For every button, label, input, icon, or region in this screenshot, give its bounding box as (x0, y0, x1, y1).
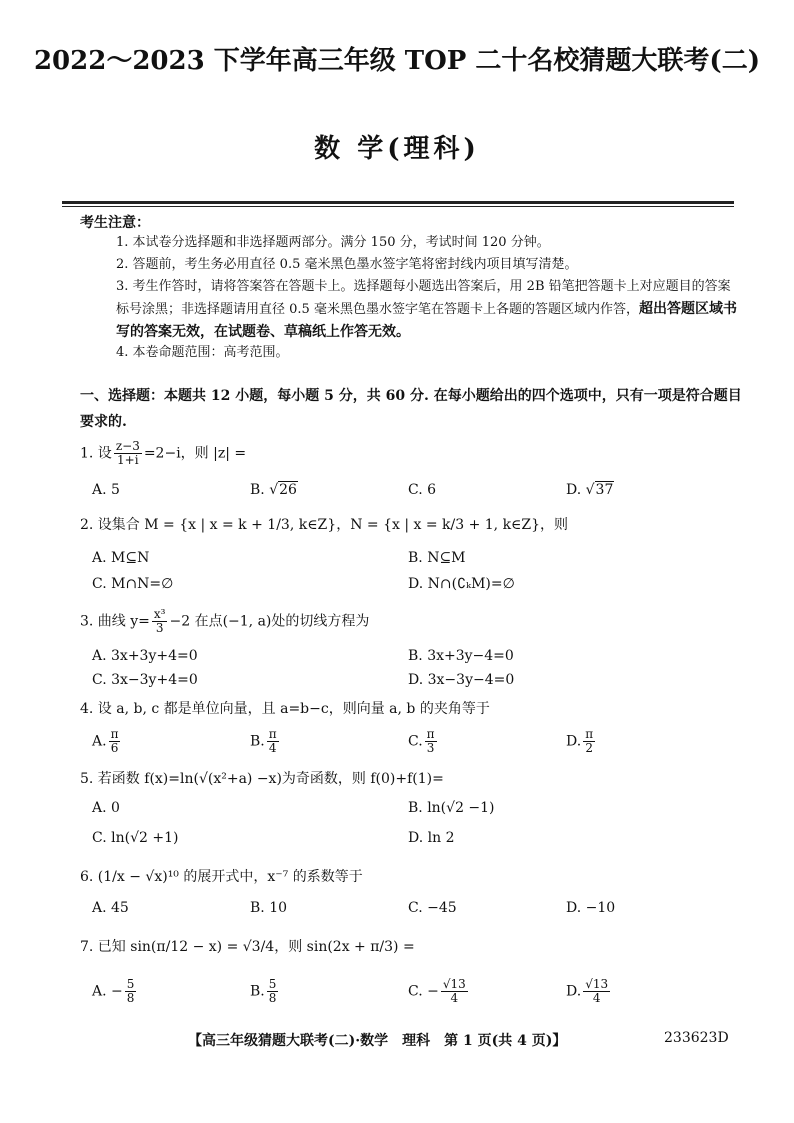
q1-prefix: 1. 设 (80, 445, 112, 462)
q7-option-b (250, 978, 280, 1005)
q4-a-num: π (110, 727, 119, 741)
q1-frac-num: z−3 (115, 439, 140, 453)
q4-a-den: 6 (110, 741, 119, 755)
q5-option-b: B. ln(√2 −1) (408, 800, 495, 816)
q7-a-num: 5 (126, 977, 135, 991)
q4-d-frac (583, 728, 595, 755)
q3-post: −2 在点(−1, a)处的切线方程为 (169, 613, 370, 630)
q7-c-frac (441, 978, 468, 1005)
q4-a-label: A. (92, 733, 107, 750)
q4-b-frac (267, 728, 279, 755)
q1-option-c: C. 6 (408, 482, 437, 498)
q1-d-rad: 37 (595, 482, 614, 498)
q3-option-b: B. 3x+3y−4=0 (408, 648, 514, 664)
exam-subject: 数 学(理科) (314, 134, 480, 164)
exam-title: 2022～2023 下学年高三年级 TOP 二十名校猜题大联考(二) (33, 46, 761, 76)
question-7: 7. 已知 sin(π/12 − x) = √3/4，则 sin(2x + π/3) = (80, 939, 415, 955)
notice-item-3-text: 3. 考生作答时，请将答案答在答题卡上。选择题每小题选出答案后，用 2B 铅笔把答题卡上对应题目的答案标号涂黑；非选择题请用直径 0.5 毫米黑色墨水签字笔在答题卡上各题的答题区域内作答， (116, 279, 731, 317)
q3-pre: 3. 曲线 y= (80, 613, 150, 630)
q6-option-a: A. 45 (92, 900, 129, 916)
q1-option-a: A. 5 (92, 482, 120, 498)
q7-d-label: D. (566, 983, 582, 1000)
q3-option-d: D. 3x−3y−4=0 (408, 672, 515, 688)
q4-d-num: π (585, 727, 594, 741)
q1-tail: =2−i，则 |z| = (143, 445, 247, 462)
q4-option-d (566, 728, 597, 755)
q1-b-rad: 26 (279, 482, 297, 498)
q1-b-pre: B. √ (250, 482, 279, 498)
q3-option-a: A. 3x+3y+4=0 (92, 648, 198, 664)
q6-option-b: B. 10 (250, 900, 288, 916)
notice-heading: 考生注意： (80, 215, 150, 231)
notice-item-1: 1. 本试卷分选择题和非选择题两部分。满分 150 分，考试时间 120 分钟。 (116, 235, 550, 250)
q7-b-label: B. (250, 983, 265, 1000)
question-6: 6. (1/x − √x)¹⁰ 的展开式中，x⁻⁷ 的系数等于 (80, 869, 363, 885)
q4-a-frac (109, 728, 121, 755)
q7-a-den: 8 (126, 991, 135, 1005)
footer-label: 【高三年级猜题大联考(二)·数学 理科 第 1 页(共 4 页)】 (188, 1033, 567, 1049)
q6-option-c: C. −45 (408, 900, 457, 916)
question-1 (80, 440, 246, 467)
q7-c-num: √13 (442, 977, 466, 991)
q4-c-num: π (426, 727, 435, 741)
q1-option-b (250, 482, 298, 498)
q7-option-c (408, 978, 470, 1005)
q1-frac-den: 1+i (117, 453, 139, 467)
double-rule-bottom (62, 206, 734, 207)
q7-d-den: 4 (592, 991, 601, 1005)
q4-b-den: 4 (268, 741, 277, 755)
notice-item-2: 2. 答题前，考生务必用直径 0.5 毫米黑色墨水签字笔将密封线内项目填写清楚。 (116, 257, 578, 272)
q2-option-a: A. M⊆N (92, 550, 150, 566)
q4-c-label: C. (408, 733, 423, 750)
q1-fraction (114, 440, 142, 467)
q3-option-c: C. 3x−3y+4=0 (92, 672, 198, 688)
q1-d-pre: D. √ (566, 482, 595, 498)
q7-a-label: A. − (92, 983, 123, 1000)
q7-b-num: 5 (268, 977, 277, 991)
q3-frac-num: x³ (153, 607, 166, 621)
q7-b-frac (267, 978, 279, 1005)
q4-option-c (408, 728, 439, 755)
q6-option-d: D. −10 (566, 900, 616, 916)
double-rule-top (62, 201, 734, 204)
q7-c-den: 4 (450, 991, 459, 1005)
notice-emphasis: 超出答题区域书写的答案无效，在试题卷、草稿纸上作答无效。 (116, 301, 737, 340)
question-3 (80, 608, 369, 635)
q7-option-d (566, 978, 612, 1005)
q7-d-frac (583, 978, 610, 1005)
q2-option-b: B. N⊆M (408, 550, 466, 566)
q4-b-label: B. (250, 733, 265, 750)
q7-b-den: 8 (268, 991, 277, 1005)
q7-d-num: √13 (585, 977, 609, 991)
q3-frac-den: 3 (155, 621, 164, 635)
q4-d-label: D. (566, 733, 582, 750)
q4-c-frac (425, 728, 437, 755)
q3-fraction (152, 608, 168, 635)
q4-c-den: 3 (426, 741, 435, 755)
footer-code: 233623D (664, 1030, 729, 1046)
q5-option-c: C. ln(√2 +1) (92, 830, 179, 846)
q5-option-d: D. ln 2 (408, 830, 455, 846)
question-5: 5. 若函数 f(x)=ln(√(x²+a) −x)为奇函数，则 f(0)+f(1)= (80, 771, 444, 787)
question-2: 2. 设集合 M = {x | x = k + 1/3, k∈Z}，N = {x | x = k/3 + 1, k∈Z}，则 (80, 517, 569, 533)
q4-option-a (92, 728, 122, 755)
q2-option-c: C. M∩N=∅ (92, 576, 174, 592)
notice-item-4: 4. 本卷命题范围：高考范围。 (116, 345, 289, 360)
q4-d-den: 2 (585, 741, 593, 755)
notice-item-3 (116, 276, 742, 344)
question-4: 4. 设 a, b, c 都是单位向量，且 a=b−c，则向量 a, b 的夹角等于 (80, 701, 490, 717)
q7-c-label: C. − (408, 983, 439, 1000)
q7-option-a (92, 978, 138, 1005)
q5-option-a: A. 0 (92, 800, 120, 816)
q1-option-d (566, 482, 614, 498)
q4-option-b (250, 728, 281, 755)
section-heading: 一、选择题：本题共 12 小题，每小题 5 分，共 60 分. 在每小题给出的四个选项中，只有一项是符合题目要求的. (80, 388, 742, 430)
q7-a-frac (125, 978, 137, 1005)
q4-b-num: π (268, 727, 277, 741)
q2-option-d: D. N∩(∁ₖM)=∅ (408, 576, 515, 592)
